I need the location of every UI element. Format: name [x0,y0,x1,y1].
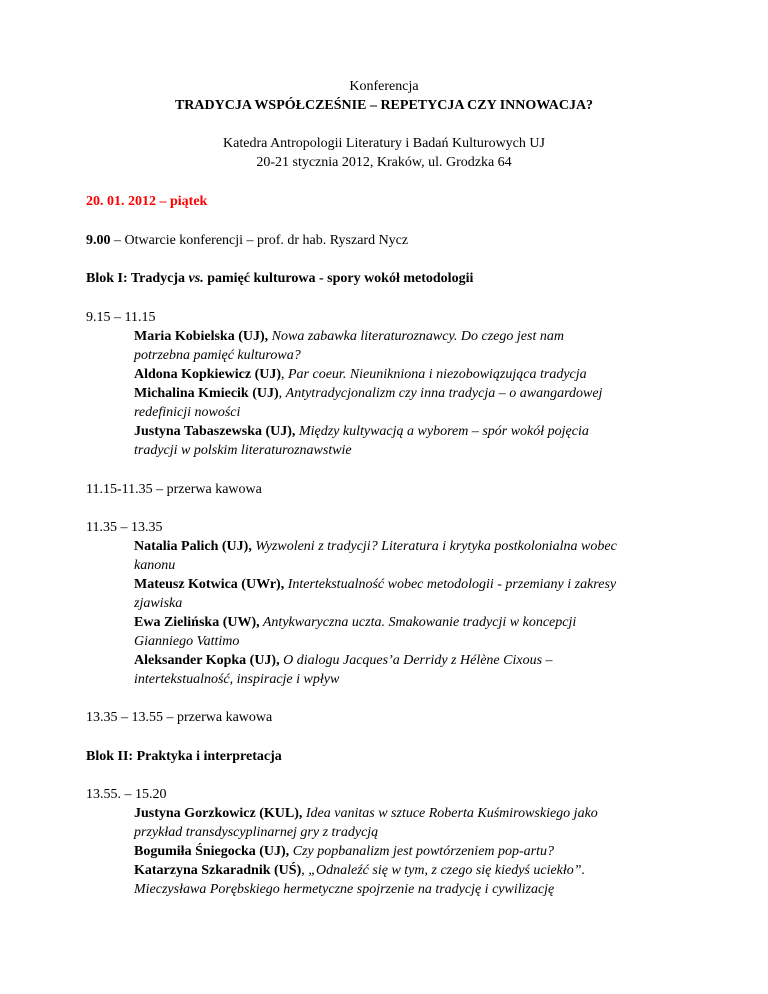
session1-time: 9.15 – 11.15 [86,310,156,325]
talk [134,651,694,670]
conference-label: Konferencja [349,79,419,94]
talk-title-cont: Mieczysława Porębskiego hermetyczne spojrzenie na tradycję i cywilizację [134,882,555,897]
block2-heading: Blok II: Praktyka i interpretacja [86,749,282,764]
opening-line [86,231,408,250]
day-heading: 20. 01. 2012 – piątek [86,194,208,209]
talk-title: Antytradycjonalizm czy inna tradycja – o awangardowej [285,386,603,401]
talk-speaker: Michalina Kmiecik (UJ) [134,386,279,401]
block1-suffix: pamięć kulturowa - spory wokół metodologii [203,271,474,286]
talk-speaker: Ewa Zielińska (UW), [134,615,260,630]
session3-time: 13.55. – 15.20 [86,787,167,802]
talk-title: Czy popbanalizm jest powtórzeniem pop-artu? [289,844,555,859]
talk-title-cont: potrzebna pamięć kulturowa? [134,348,301,363]
organizer: Katedra Antropologii Literatury i Badań Kulturowych UJ [223,136,545,151]
talk-title: Idea vanitas w sztuce Roberta Kuśmirowskiego jako [302,806,598,821]
session2-talks [134,537,694,689]
talk-speaker: Maria Kobielska (UJ), [134,329,269,344]
block1-heading [86,269,473,288]
talk-speaker: Aleksander Kopka (UJ), [134,653,280,668]
session3-talks [134,804,694,899]
talk [134,365,694,384]
talk-speaker: Natalia Palich (UJ), [134,539,252,554]
session1-talks [134,327,694,460]
block1-prefix: Blok I: Tradycja [86,271,189,286]
talk [134,861,694,880]
talk [134,842,694,861]
talk-title-cont: przykład transdyscyplinarnej gry z tradycją [134,825,379,840]
break2: 13.35 – 13.55 – przerwa kawowa [86,710,273,725]
talk-speaker: Mateusz Kotwica (UWr), [134,577,285,592]
talk [134,613,694,632]
talk [134,575,694,594]
talk-sep: , [281,367,288,382]
talk [134,804,694,823]
talk-title: „Odnaleźć się w tym, z czego się kiedyś uciekło”. [308,863,586,878]
talk-speaker: Justyna Gorzkowicz (KUL), [134,806,303,821]
talk-title-cont: redefinicji nowości [134,405,241,420]
talk-title-cont: intertekstualność, inspiracje i wpływ [134,672,340,687]
talk-title-cont: Gianniego Vattimo [134,634,240,649]
talk-speaker: Aldona Kopkiewicz (UJ) [134,367,281,382]
session2-time: 11.35 – 13.35 [86,520,163,535]
opening-time: 9.00 [86,233,111,248]
talk-title: Nowa zabawka literaturoznawcy. Do czego jest nam [268,329,564,344]
talk-speaker: Justyna Tabaszewska (UJ), [134,424,296,439]
talk [134,422,694,441]
block1-vs: vs. [188,271,204,286]
talk-speaker: Bogumiła Śniegocka (UJ), [134,844,290,859]
talk-title-cont: zjawiska [134,596,183,611]
talk-title: Par coeur. Nieunikniona i niezobowiązująca tradycja [288,367,587,382]
talk [134,384,694,403]
talk-title: Intertekstualność wobec metodologii - przemiany i zakresy [284,577,617,592]
talk-title: Między kultywacją a wyborem – spór wokół pojęcia [295,424,589,439]
opening-text: – Otwarcie konferencji – prof. dr hab. Ryszard Nycz [110,233,409,248]
talk-title: Antykwaryczna uczta. Smakowanie tradycji w koncepcji [259,615,577,630]
date-place: 20-21 stycznia 2012, Kraków, ul. Grodzka 64 [256,155,512,170]
conference-title: TRADYCJA WSPÓŁCZEŚNIE – REPETYCJA CZY INNOWACJA? [174,98,594,113]
talk-title-cont: tradycji w polskim literaturoznawstwie [134,443,352,458]
talk-sep: , [301,863,309,878]
talk [134,537,694,556]
talk-title-cont: kanonu [134,558,176,573]
break1: 11.15-11.35 – przerwa kawowa [86,482,262,497]
talk-sep: , [278,386,286,401]
talk-speaker: Katarzyna Szkaradnik (UŚ) [134,863,302,878]
talk-title: Wyzwoleni z tradycji? Literatura i krytyka postkolonialna wobec [251,539,617,554]
talk [134,327,694,346]
talk-title: O dialogu Jacques’a Derridy z Hélène Cixous – [279,653,553,668]
